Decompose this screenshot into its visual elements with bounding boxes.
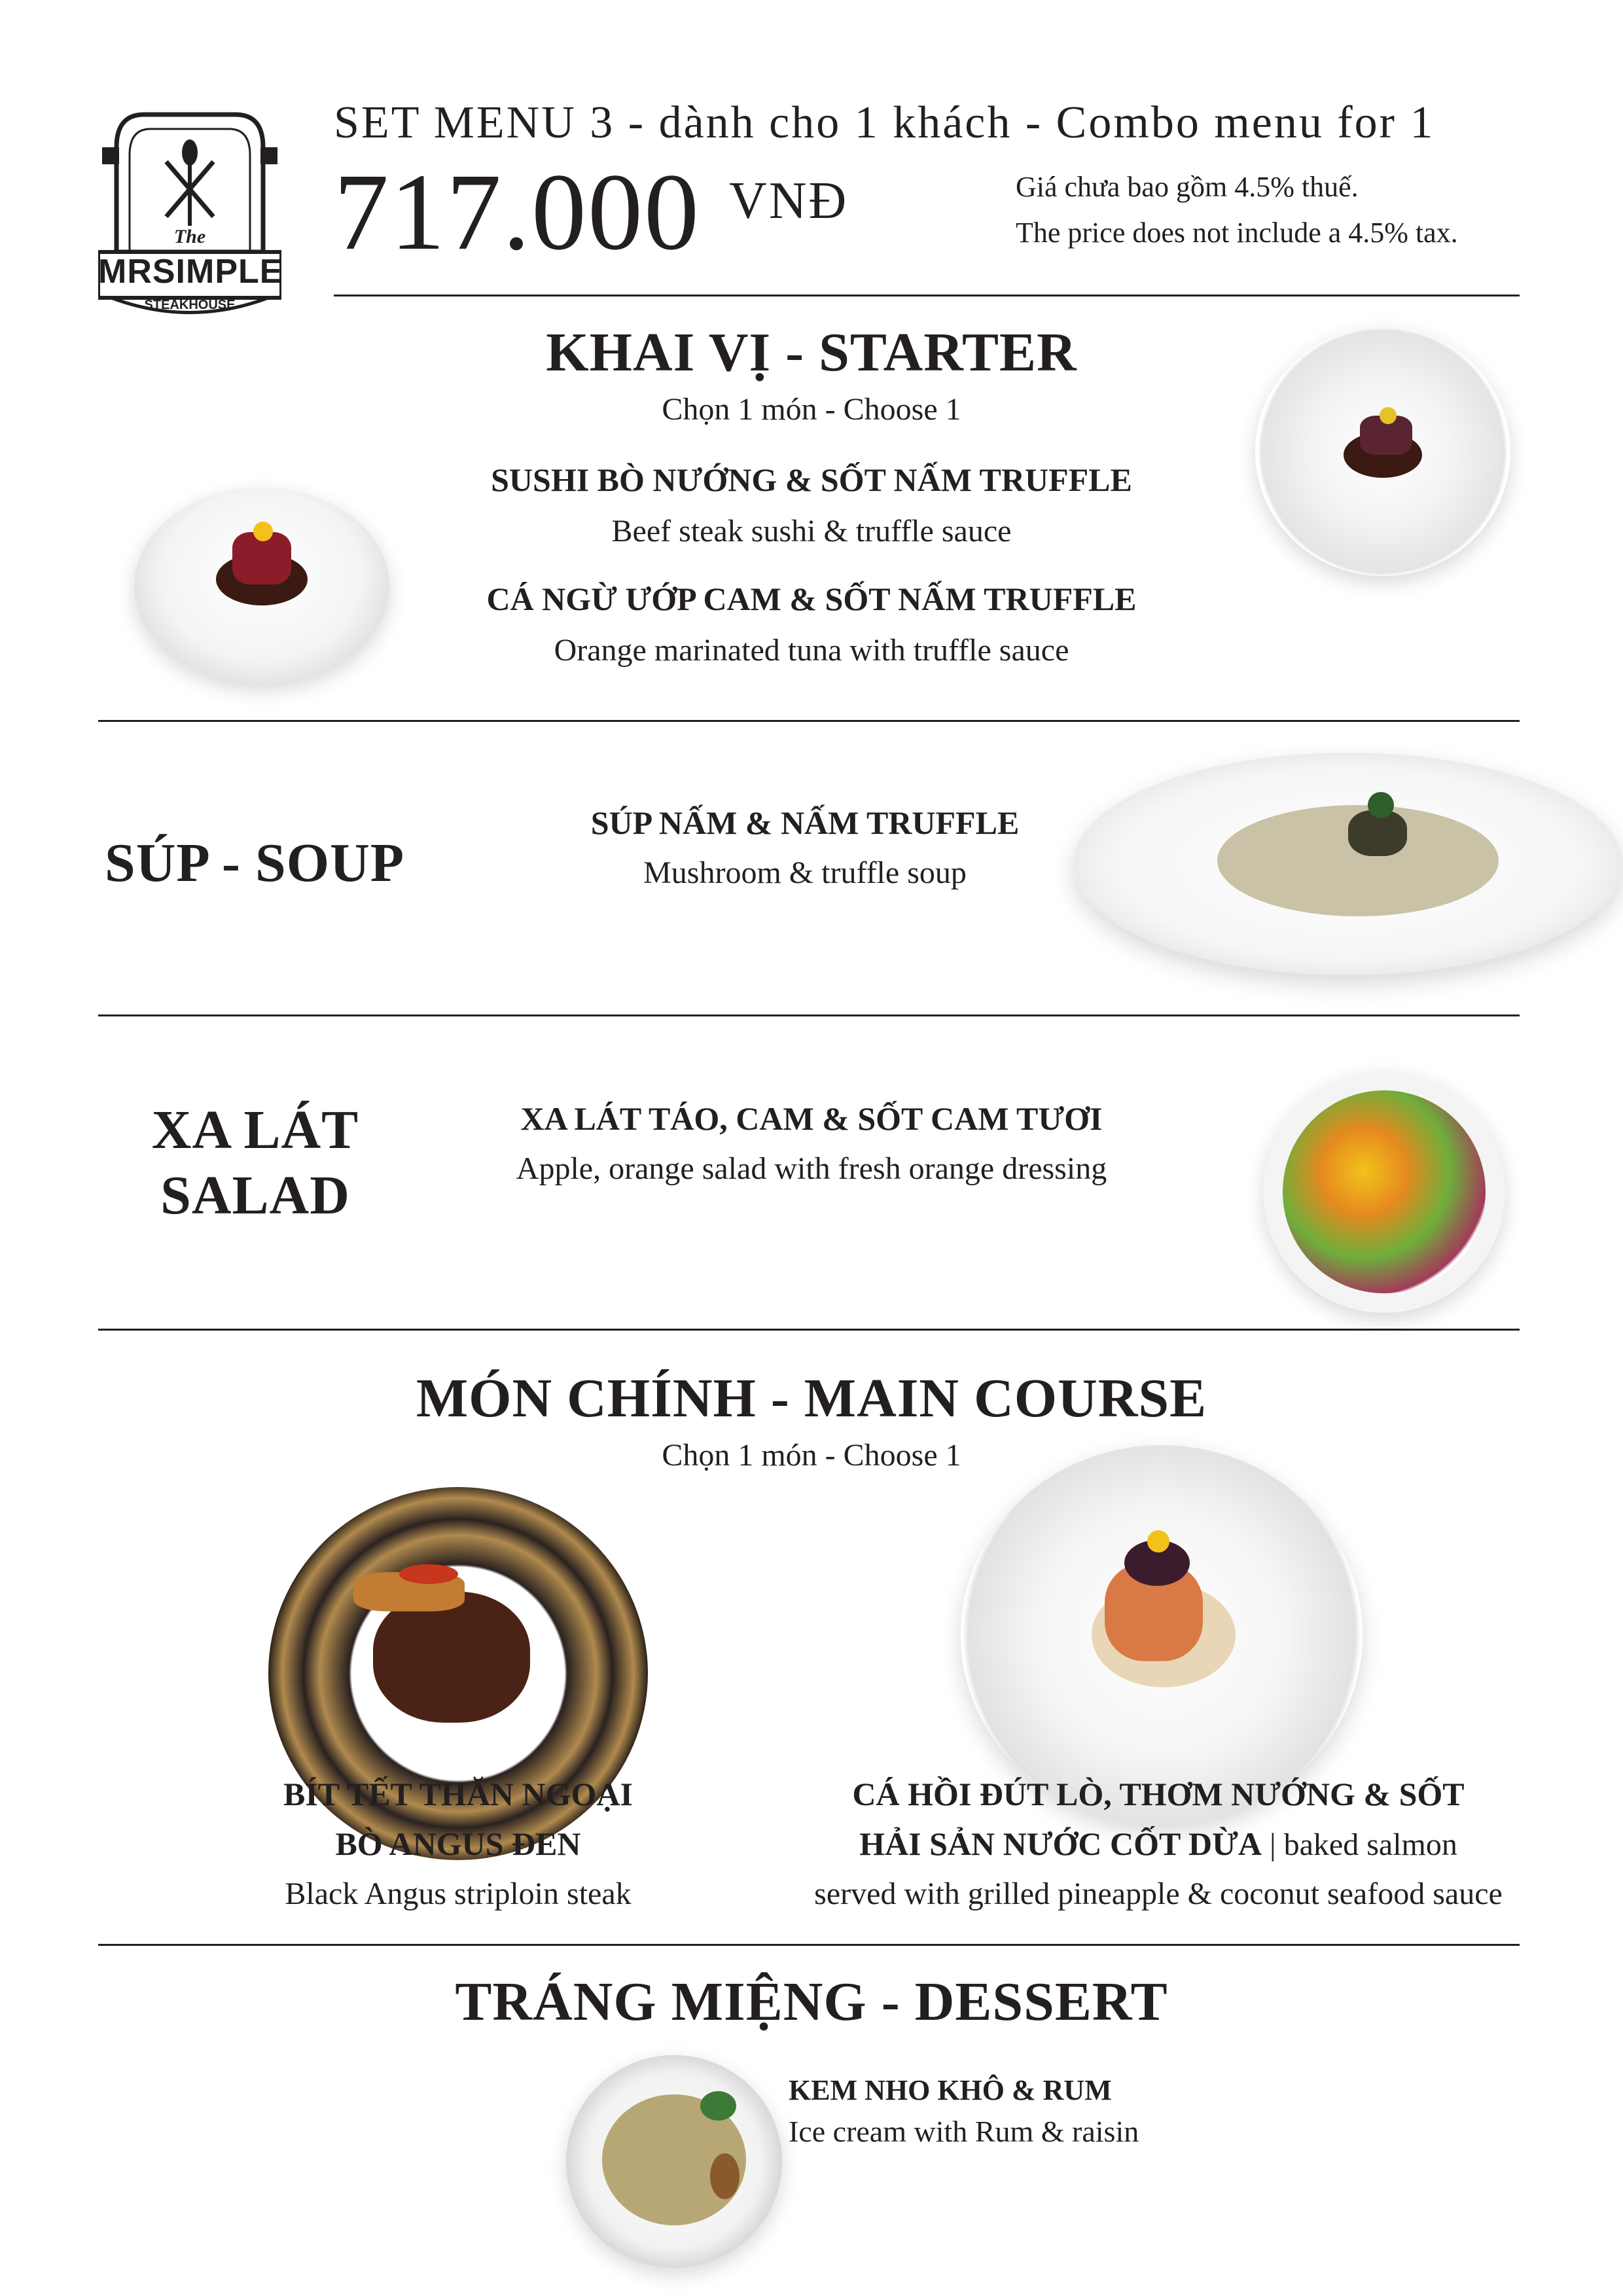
dessert-vn: KEM NHO KHÔ & RUM [789,2074,1112,2106]
soup-vn: SÚP NẤM & NẤM TRUFFLE [590,804,1020,841]
starter-plate-right-image [1255,327,1510,576]
starter-item-1-en: Beef steak sushi & truffle sauce [611,514,1012,548]
tax-note-vn: Giá chưa bao gồm 4.5% thuế. [1016,171,1359,203]
brand-the: The [173,226,206,247]
price: 717.000 [334,151,700,273]
soup-en: Mushroom & truffle soup [643,855,967,890]
salad-heading-line1: XA LÁT [151,1100,359,1160]
soup-plate-image [1073,753,1623,975]
divider [98,1944,1520,1946]
divider [98,1329,1520,1331]
steak-vn-line2: BÒ ANGUS ĐEN [335,1825,581,1862]
dessert-en: Ice cream with Rum & raisin [789,2115,1139,2148]
currency: VNĐ [729,172,849,230]
tax-note-en: The price does not include a 4.5% tax. [1016,217,1458,249]
steak-vn-line1: BÍT TẾT THĂN NGOẠI [283,1776,633,1812]
starter-item-1-vn: SUSHI BÒ NƯỚNG & SỐT NẤM TRUFFLE [491,461,1132,498]
starter-heading: KHAI VỊ - STARTER [546,322,1077,383]
main-heading: MÓN CHÍNH - MAIN COURSE [416,1368,1207,1429]
salmon-plate-image [961,1445,1363,1825]
starter-plate-left-image [134,488,389,684]
brand-steakhouse: STEAKHOUSE [144,298,236,312]
salmon-en-line1: baked salmon [1283,1827,1457,1862]
starter-item-2-vn: CÁ NGỪ ƯỚP CAM & SỐT NẤM TRUFFLE [486,581,1137,617]
salmon-vn-line1: CÁ HỒI ĐÚT LÒ, THƠM NƯỚNG & SỐT [852,1776,1465,1812]
brand-logo [98,101,281,337]
dessert-heading: TRÁNG MIỆNG - DESSERT [455,1971,1168,2032]
soup-heading: SÚP - SOUP [105,833,405,893]
dessert-bowl-image [566,2055,782,2268]
menu-title: SET MENU 3 - dành cho 1 khách - Combo menu for 1 [334,98,1435,148]
salad-vn: XA LÁT TÁO, CAM & SỐT CAM TƯƠI [520,1100,1103,1137]
salmon-separator: | [1261,1827,1284,1862]
brand-name: MRSIMPLE [98,253,283,291]
salad-en: Apple, orange salad with fresh orange dressing [516,1151,1107,1186]
salmon-vn-line2: HẢI SẢN NƯỚC CỐT DỪA [859,1825,1262,1862]
main-choose: Chọn 1 món - Choose 1 [662,1438,961,1473]
salmon-en-line2: served with grilled pineapple & coconut seafood sauce [814,1876,1503,1911]
divider [98,720,1520,722]
steak-en: Black Angus striploin steak [285,1876,632,1911]
divider [334,295,1520,296]
starter-item-2-en: Orange marinated tuna with truffle sauce [554,633,1069,668]
starter-choose: Chọn 1 món - Choose 1 [662,392,961,427]
salad-heading-line2: SALAD [160,1165,350,1226]
divider [98,1014,1520,1016]
salad-plate-image [1263,1071,1505,1313]
salmon-line2 [785,1825,1531,1863]
